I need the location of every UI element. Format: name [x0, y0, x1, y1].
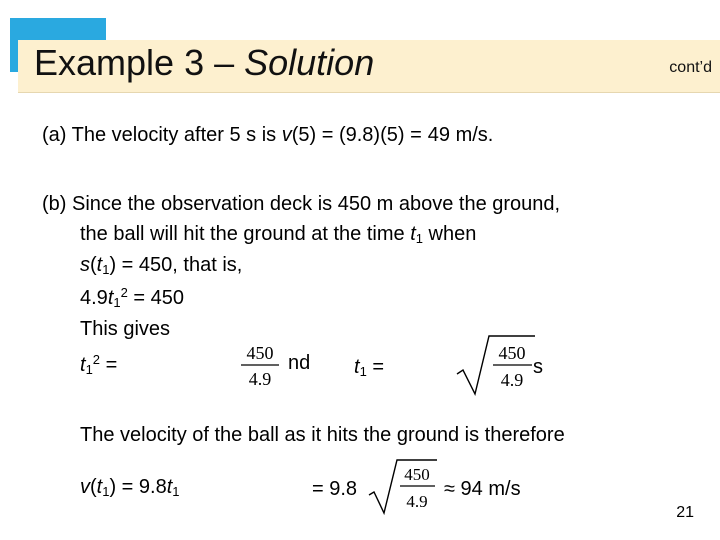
part-a-line: (a) The velocity after 5 s is v(5) = (9.8)(5) = 49 m/s.	[42, 124, 494, 146]
s-fragment: s	[533, 356, 543, 378]
fraction-numerator: 450	[246, 343, 274, 363]
sqrt-fraction	[455, 330, 537, 398]
approx-result	[444, 478, 521, 501]
velocity-sentence: The velocity of the ball as it hits the ground is therefore	[80, 424, 565, 446]
sqrt2-denominator: 4.9	[406, 492, 428, 511]
v-t1-expression: $v(t_1) = 9.8t_1$	[80, 476, 180, 499]
part-b-line-5: This gives	[80, 318, 171, 340]
part-b-line-3: $s(t_1) = 450$, that is,	[80, 254, 243, 277]
and-fragment: nd	[288, 352, 311, 374]
title-main: Example 3 –	[34, 42, 245, 83]
sqrt-numerator: 450	[498, 343, 526, 363]
approx-symbol: ≈	[444, 478, 455, 500]
contd-label: cont’d	[669, 59, 712, 76]
part-b-line-1: (b) Since the observation deck is 450 m above the ground,	[42, 193, 561, 215]
equals-9-8: = 9.8	[312, 478, 358, 500]
t1-equals-label: $t_1$ =	[354, 356, 385, 379]
page-number: 21	[676, 504, 694, 521]
approx-value: 94 m/s	[460, 478, 521, 500]
slide-title	[34, 42, 374, 84]
part-b-line-4: $4.9t_1^2 = 450$	[80, 285, 185, 310]
title-italic: Solution	[244, 42, 375, 83]
sqrt-denominator: 4.9	[500, 370, 524, 390]
sqrt2-numerator: 450	[404, 465, 430, 484]
fraction-denominator: 4.9	[248, 369, 272, 389]
sqrt-fraction-2	[367, 455, 439, 517]
t1-squared-label: $t_1^2$ =	[80, 352, 118, 377]
part-b-line-2: the ball will hit the ground at the time $t_1$ when	[80, 223, 477, 246]
fraction-450-over-4-9	[238, 340, 282, 390]
